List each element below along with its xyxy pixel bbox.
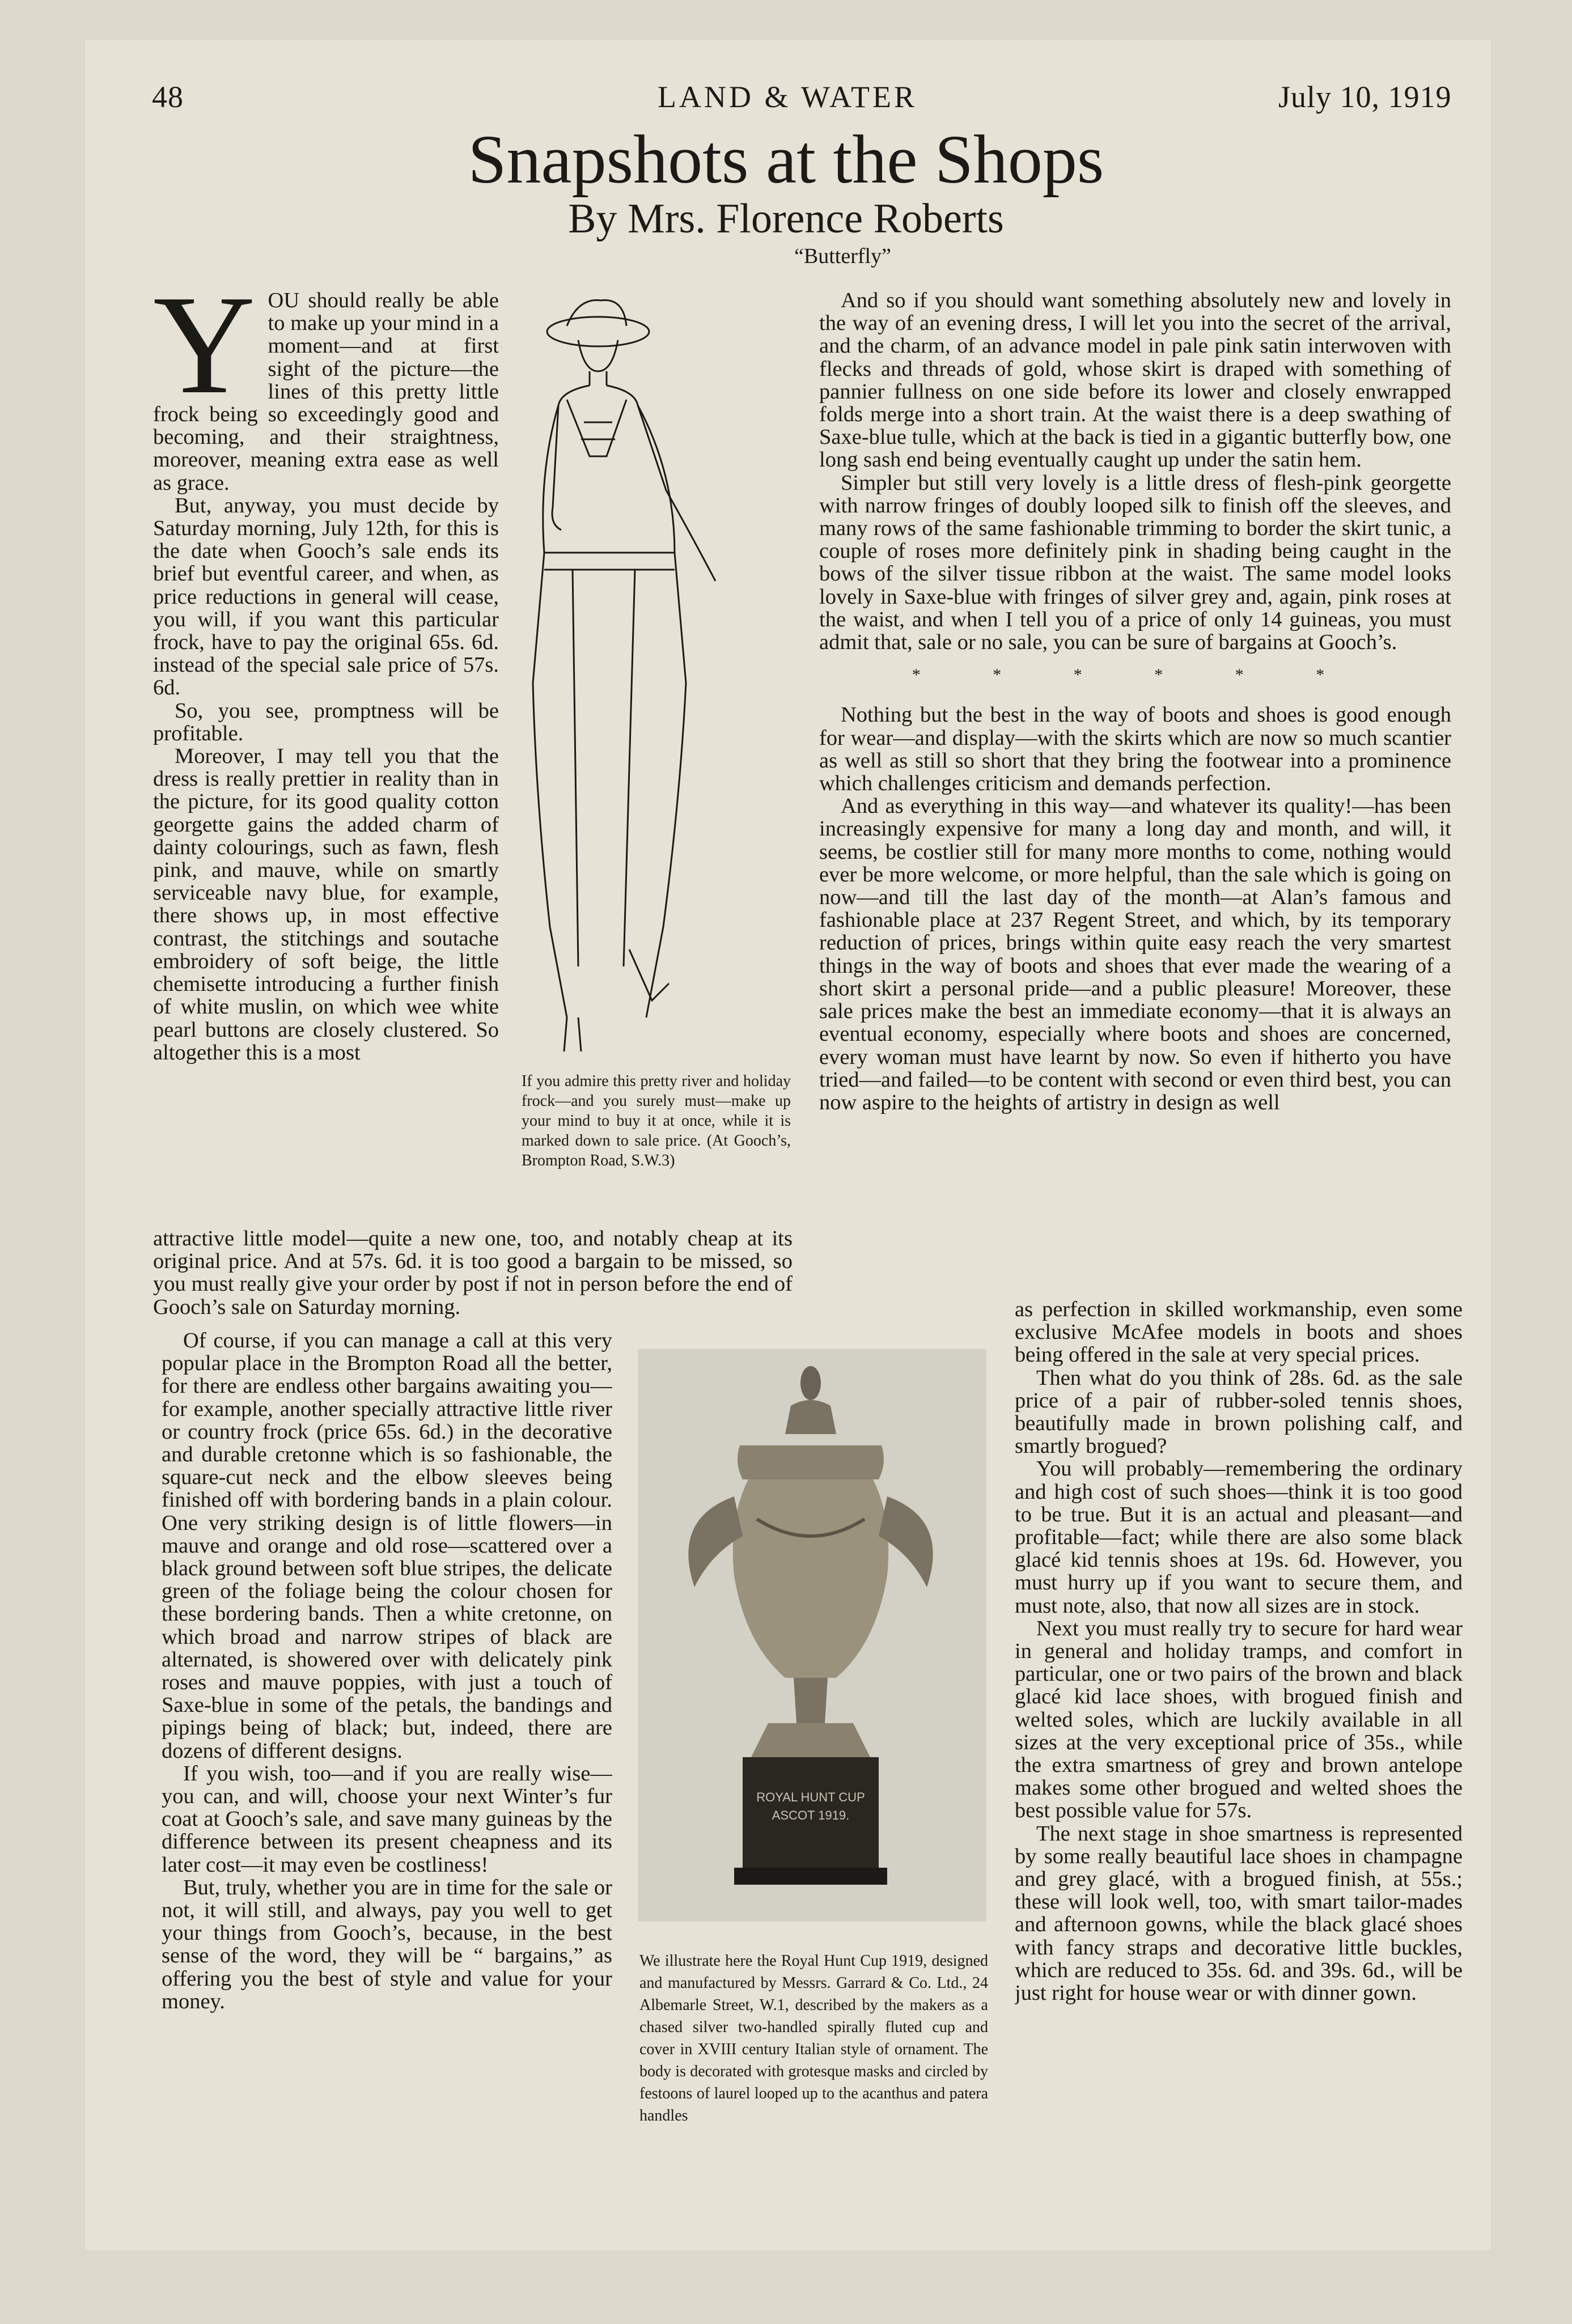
byline: By Mrs. Florence Roberts xyxy=(568,196,1004,242)
paragraph: So, you see, promptness will be profitable. xyxy=(153,698,499,745)
paragraph: attractive little model—quite a new one, too, and notably cheap at its original price. And at 57s. 6d. it is too good a bargain to be missed, so you must really give your order by post if not in person before the end of Gooch’s sale on Saturday morning. xyxy=(153,1227,793,1319)
paragraph: But, truly, whether you are in time for the sale or not, it will still, and always, pay you well to get your things from Gooch’s, because, in the best sense of the word, they will be “ bargains,” as offering you the best of style and value for your money. xyxy=(162,1875,612,2013)
column-1-upper xyxy=(153,289,499,1227)
paragraph: And so if you should want something absolutely new and lovely in the way of an evening dress, I will let you into the secret of the arrival, and the charm, of an advance model in pale pink satin interwoven with flecks and threads of gold, whose skirt is draped with something of pannier fullness on one side before its lower and closely enwrapped folds merge into a short train. At the waist there is a deep swathing of Saxe-blue tulle, which at the back is tied in a gigantic butterfly bow, one long sash end being eventually caught up under the satin hem. xyxy=(819,289,1451,472)
column-2-upper xyxy=(819,289,1451,1298)
publication-name: LAND & WATER xyxy=(658,80,917,114)
paragraph: Then what do you think of 28s. 6d. as the sale price of a pair of rubber-soled tennis shoes, beautifully made in brown polishing calf, and smartly brogued? xyxy=(1015,1365,1463,1458)
column-1-lower xyxy=(162,1329,612,2196)
trophy-caption: We illustrate here the Royal Hunt Cup 1919, designed and manufactured by Messrs. Garrard & Co. Ltd., 24 Albemarle Street, W.1, described by the makers as a chased silver two-handled spirally fluted cup and cover in XVIII century Italian style of ornament. The body is decorated with grotesque masks and circled by festoons of laurel looped up to the acanthus and patera handles xyxy=(639,1952,988,2124)
section-divider: * * * * * * xyxy=(912,665,1359,685)
page-number: 48 xyxy=(152,80,184,114)
cup-inscription-line-1: ROYAL HUNT CUP xyxy=(756,1790,865,1804)
paragraph: Moreover, I may tell you that the dress is really prettier in reality than in the picture, for its good quality cotton georgette gains the added charm of dainty colourings, such as fawn, flesh pink, and mauve, while on smartly serviceable navy blue, for example, there shows up, in most effective contrast, the stitchings and soutache embroidery of soft beige, the little chemisette introducing a further finish of white muslin, on which wee white pearl buttons are closely clustered. So altogether this is a most xyxy=(153,744,499,1065)
paragraph: The next stage in shoe smartness is represented by some really beautiful lace shoes in champagne and grey glacé, with a brogued finish, at 55s.; these will look well, too, with smart tailor-mades and afternoon gowns, while the black glacé shoes with fancy straps and decorative little buckles, which are reduced to 35s. 6d. and 39s. 6d., will be just right for house wear or with dinner gown. xyxy=(1015,1821,1463,2005)
dress-illustration xyxy=(505,286,788,1068)
paragraph: You will probably—remembering the ordinary and high cost of such shoes—think it is too good to be true. But it is an actual and pleasant—and profitable—fact; while there are also some black glacé kid tennis shoes at 19s. 6d. However, you must hurry up if you want to secure them, and must note, also, that now all sizes are in stock. xyxy=(1015,1457,1463,1618)
column-1-wide xyxy=(153,1227,793,1318)
paragraph: OU should really be able to make up your mind in a moment—and at first sight of the picture—the lines of this pretty little frock being so exceedingly good and becoming, and their straightness, moreover, meaning extra ease as well as grace. xyxy=(153,289,499,495)
paragraph: as perfection in skilled workmanship, even some exclusive McAfee models in boots and shoes being offered in the sale at very special prices. xyxy=(1015,1298,1463,1367)
column-2-lower xyxy=(1015,1298,1463,2194)
cup-inscription-line-2: ASCOT 1919. xyxy=(772,1808,850,1822)
paragraph: Next you must really try to secure for hard wear in general and holiday tramps, and comfort in particular, one or two pairs of the brown and black glacé kid lace shoes, with brogued finish and welted soles, which are luckily available in all sizes at the very exceptional price of 35s., while the extra smartness of grey and brown antelope makes some other brogued and welted shoes the best possible value for 57s. xyxy=(1015,1616,1463,1823)
paragraph: If you wish, too—and if you are really wise—you can, and will, choose your next Winter’s fur coat at Gooch’s sale, and save many guineas by the difference between its present cheapness and its later cost—it may even be costliness! xyxy=(162,1761,612,1877)
trophy-cup-image xyxy=(638,1349,986,1922)
paragraph: But, anyway, you must decide by Saturday morning, July 12th, for this is the date when Gooch’s sale ends its brief but eventful career, and when, as price reductions in general will cease, you will, if you want this particular frock, have to pay the original 65s. 6d. instead of the special sale price of 57s. 6d. xyxy=(153,493,499,700)
issue-date: July 10, 1919 xyxy=(1278,80,1452,114)
paragraph: Nothing but the best in the way of boots and shoes is good enough for wear—and display—with the skirts which are now so much scantier as well as still so short that they bring the footwear into a prominence which challenges criticism and demands perfection. xyxy=(819,703,1451,796)
paragraph: Of course, if you can manage a call at this very popular place in the Brompton Road all the better, for there are endless other bargains awaiting you—for example, another specially attractive little river or country frock (price 65s. 6d.) in the decorative and durable cretonne which is so fashionable, the square-cut neck and the elbow sleeves being finished off with bordering bands in a plain colour. One very striking design is of little flowers—in mauve and orange and old rose—scattered over a black ground between soft blue stripes, the delicate green of the foliage being the colour chosen for these bordering bands. Then a white cretonne, on which broad and narrow stripes of black are alternated, is showered over with delicately pink roses and mauve poppies, with just a touch of Saxe-blue in some of the petals, the bandings and pipings being of black; but, indeed, there are dozens of different designs. xyxy=(162,1329,612,1763)
paragraph: And as everything in this way—and whatever its quality!—has been increasingly expensive for many a long day and month, and will, it seems, be costlier still for many more months to come, nothing would ever be more welcome, or more helpful, than the sale which is going on now—and till the last day of the month—at Alan’s famous and fashionable place at 237 Regent Street, and which, by its temporary reduction of prices, brings within quite easy reach the very smartest things in the way of boots and shoes that ever made the wearing of a short skirt a personal pride—and a public pleasure! Moreover, these sale prices make the best an immediate economy—that it is always an eventual economy, especially where boots and shoes are concerned, every woman must have learnt by now. So even if hitherto you have tried—and failed—to be content with second or even third best, you can now aspire to the heights of artistry in design as well xyxy=(819,794,1451,1114)
dress-caption: If you admire this pretty river and holiday frock—and you surely must—make up your mind to buy it at once, while it is marked down to sale price. (At Gooch’s, Brompton Road, S.W.3) xyxy=(522,1072,791,1169)
paragraph: Simpler but still very lovely is a little dress of flesh-pink georgette with narrow fringes of doubly looped silk to finish off the sleeves, and many rows of the same fashionable trimming to border the skirt tunic, a couple of roses more definitely pink in shading being caught in the bows of the silver tissue ribbon at the waist. The same model looks lovely in Saxe-blue with fringes of silver grey and, again, pink roses at the waist, and when I tell you of a price of only 14 guineas, you must admit that, sale or no sale, you can be sure of bargains at Gooch’s. xyxy=(819,470,1451,655)
trophy-photo xyxy=(638,1349,986,1922)
drop-cap: Y xyxy=(153,289,256,423)
article-title: Snapshots at the Shops xyxy=(468,121,1104,198)
pseudonym: “Butterfly” xyxy=(794,244,891,268)
